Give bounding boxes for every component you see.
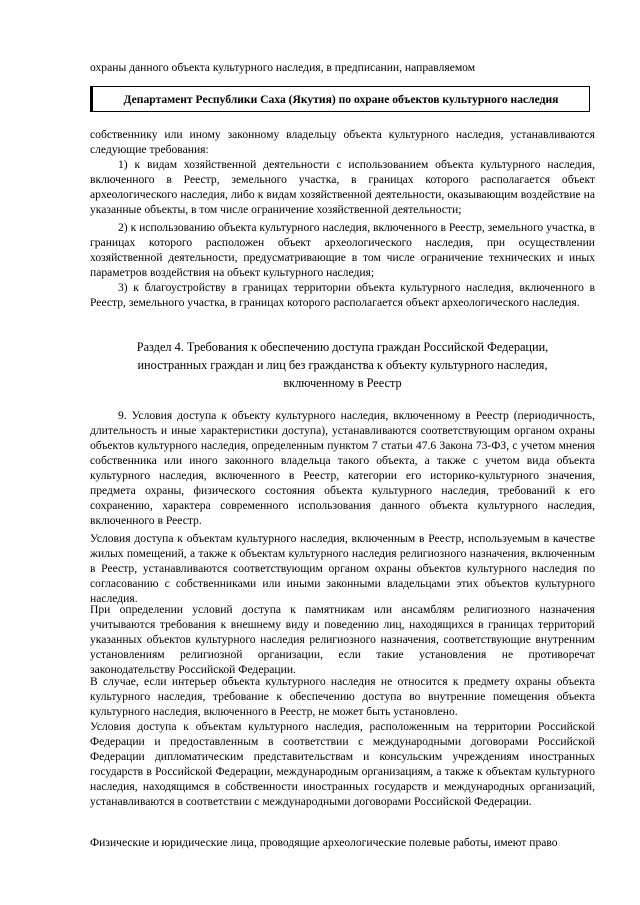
paragraph-interior: В случае, если интерьер объекта культурного наследия не относится к предмету охраны объекта культурного наследия, требование к обеспечению доступа во внутренние помещения объекта культурного наследия, включенного в Реестр, не может быть установлено. bbox=[90, 675, 595, 718]
paragraph-requirement-2: 2) к использованию объекта культурного наследия, включенного в Реестр, земельного участка, в границах которого расположен объект археологического наследия, при осуществлении хозяйственной деятельности, предусматривающие в том числе ограничение технических и иных параметров воздействия на объект культурного наследия; bbox=[90, 221, 595, 279]
top-line: охраны данного объекта культурного наследия, в предписании, направляемом bbox=[90, 61, 476, 74]
paragraph-requirement-3: 3) к благоустройству в границах территории объекта культурного наследия, включенного в Реестр, земельного участка, в границах которого располагается объект археологического наследия. bbox=[90, 281, 595, 309]
paragraph-international: Условия доступа к объектам культурного наследия, расположенным на территории Российской Федерации и предоставленным в соответствии с международными договорами Российской Федерации дипломатическим представительствам и консульским учреждениям иностранных государств в Российской Федерации, международным организациям, а также к объектам культурного наследия, находящимся в собственности иностранных государств и международных организаций, устанавливаются в соответствии с международными договорами Российской Федерации. bbox=[90, 720, 595, 808]
paragraph-religious-monuments: При определении условий доступа к памятникам или ансамблям религиозного назначения учитываются требования к внешнему виду и поведению лиц, находящихся в границах территорий указанных объектов культурного наследия религиозного назначения, соответствующие внутренним установлениям религиозной организации, если такие установления не противоречат законодательству Российской Федерации. bbox=[90, 603, 595, 676]
section-title bbox=[90, 338, 595, 392]
paragraph-item-9: 9. Условия доступа к объекту культурного наследия, включенному в Реестр (периодичность, длительность и иные характеристики доступа), устанавливаются соответствующим органом охраны объектов культурного наследия, определенным пунктом 7 статьи 47.6 Закона 73-ФЗ, с учетом мнения собственника или иного законного владельца такого объекта, а также с учетом вида объекта культурного наследия, включенного в Реестр, категории его историко-культурного значения, предмета охраны, физического состояния объекта культурного наследия, требований к его сохранению, характера современного использования данного объекта культурного наследия, включенного в Реестр. bbox=[90, 409, 595, 527]
section-title-line-2: иностранных граждан и лиц без гражданства к объекту культурного наследия, bbox=[137, 358, 548, 372]
section-title-line-1: Раздел 4. Требования к обеспечению доступа граждан Российской Федерации, bbox=[136, 340, 549, 354]
paragraph-residential-religious: Условия доступа к объектам культурного наследия, включенным в Реестр, используемым в качестве жилых помещений, а также к объектам культурного наследия религиозного назначения, включенным в Реестр, устанавливаются соответствующим органом охраны объектов культурного наследия по согласованию с собственниками или иными законными владельцами этих объектов культурного наследия. bbox=[90, 532, 595, 605]
header-box-text: Департамент Республики Саха (Якутия) по охране объектов культурного наследия bbox=[123, 92, 559, 106]
paragraph-requirements-intro: собственнику или иному законному владельцу объекта культурного наследия, устанавливаются следующие требования: bbox=[90, 128, 595, 156]
paragraph-requirement-1: 1) к видам хозяйственной деятельности с использованием объекта культурного наследия, включенного в Реестр, земельного участка, в границах которого располагается объект археологического наследия, либо к видам хозяйственной деятельности, оказывающим воздействие на указанные объекты, в том числе ограничение хозяйственной деятельности; bbox=[90, 158, 595, 216]
header-box bbox=[90, 86, 590, 112]
paragraph-archaeological: Физические и юридические лица, проводящие археологические полевые работы, имеют право bbox=[90, 836, 558, 849]
section-title-line-3: включенному в Реестр bbox=[283, 376, 402, 390]
